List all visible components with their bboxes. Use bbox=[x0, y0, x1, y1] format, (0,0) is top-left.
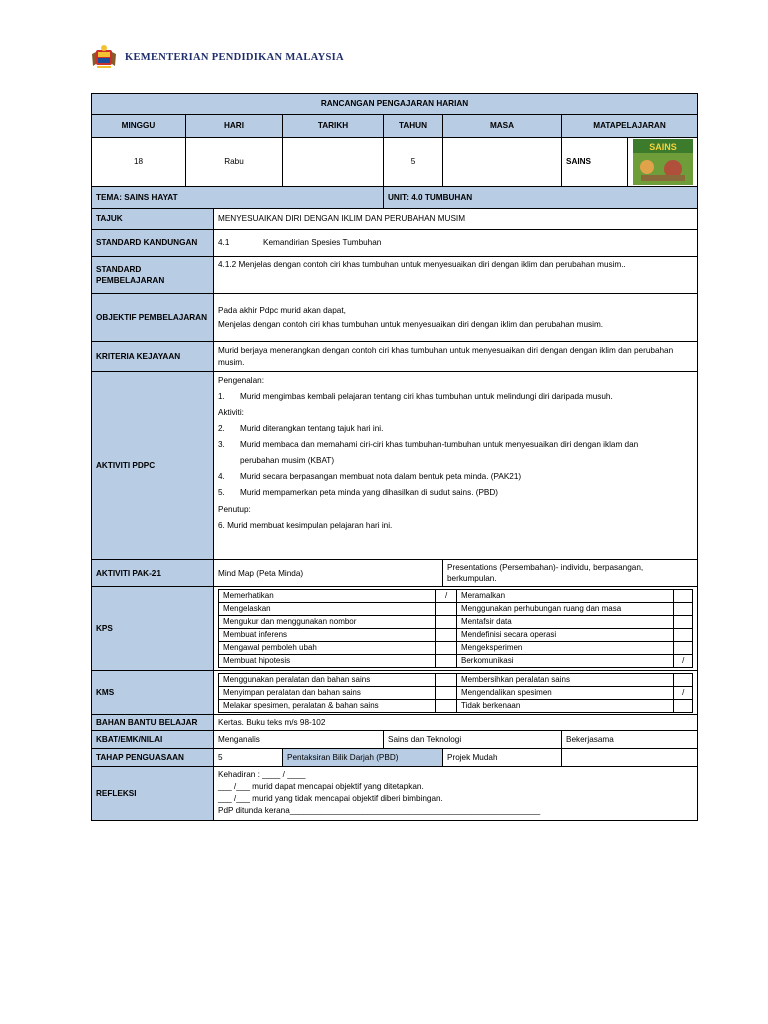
kps-cell-r: Mentafsir data bbox=[457, 616, 674, 629]
kps-cell-lm bbox=[436, 603, 457, 616]
refleksi-line1: Kehadiran : ____ / ____ bbox=[218, 770, 306, 780]
kps-cell-l: Mengawal pemboleh ubah bbox=[219, 642, 436, 655]
bahan-value: Kertas. Buku teks m/s 98-102 bbox=[214, 715, 698, 731]
kps-cell-rm bbox=[674, 642, 693, 655]
kriteria-value: Murid berjaya menerangkan dengan contoh ciri khas tumbuhan untuk menyesuaikan diri dengan dengan iklim dan perubahan musim. bbox=[214, 342, 698, 372]
aktiviti-step-3 bbox=[218, 438, 693, 454]
aktiviti-step-5 bbox=[218, 486, 693, 502]
kms-cell-rm bbox=[674, 699, 693, 712]
kms-grid bbox=[214, 671, 698, 715]
kps-cell-r: Berkomunikasi bbox=[457, 655, 674, 668]
kbat-b: Sains dan Teknologi bbox=[384, 731, 562, 749]
value-minggu: 18 bbox=[92, 138, 186, 187]
objektif-line1: Pada akhir Pdpc murid akan dapat, bbox=[218, 305, 346, 315]
step-3-text: Murid membaca dan memahami ciri-ciri khas tumbuhan-tumbuhan untuk menyesuaikan diri dengan iklam dan bbox=[240, 440, 639, 450]
header-minggu: MINGGU bbox=[92, 115, 186, 138]
pbd-value: Projek Mudah bbox=[443, 749, 562, 767]
kps-cell-lm bbox=[436, 629, 457, 642]
header-matapelajaran: MATAPELAJARAN bbox=[562, 115, 698, 138]
kms-cell-r: Membersihkan peralatan sains bbox=[457, 673, 674, 686]
kbat-label: KBAT/EMK/NILAI bbox=[92, 731, 214, 749]
kps-row bbox=[219, 642, 693, 655]
value-hari: Rabu bbox=[186, 138, 283, 187]
aktiviti-step-6: 6. Murid membuat kesimpulan pelajaran hari ini. bbox=[218, 520, 393, 530]
refleksi-line3: ___ /___ murid yang tidak mencapai objektif diberi bimbingan. bbox=[218, 794, 443, 804]
kps-cell-rm bbox=[674, 616, 693, 629]
refleksi-line4: PdP ditunda kerana_______________________________________________________ bbox=[218, 806, 541, 816]
step-5-num: 5. bbox=[218, 488, 225, 498]
kms-cell-l: Menyimpan peralatan dan bahan sains bbox=[219, 686, 436, 699]
ministry-name: KEMENTERIAN PENDIDIKAN MALAYSIA bbox=[125, 51, 344, 63]
kms-table bbox=[218, 673, 693, 713]
kps-cell-rm: / bbox=[674, 655, 693, 668]
kms-row bbox=[219, 699, 693, 712]
objektif-line2: Menjelas dengan contoh ciri khas tumbuhan untuk menyesuaikan diri dengan iklim dan perubahan musim. bbox=[218, 320, 604, 329]
tahap-label: TAHAP PENGUASAAN bbox=[92, 749, 214, 767]
standard-kandungan-label: STANDARD KANDUNGAN bbox=[92, 230, 214, 257]
standard-pembelajaran-value: 4.1.2 Menjelas dengan contoh ciri khas tumbuhan untuk menyesuaikan diri dengan iklim dan perubahan musim.. bbox=[214, 257, 698, 294]
pak21-label: AKTIVITI PAK-21 bbox=[92, 560, 214, 587]
kms-cell-lm bbox=[436, 673, 457, 686]
kms-cell-lm bbox=[436, 699, 457, 712]
aktiviti-step-2 bbox=[218, 422, 693, 438]
refleksi-line2: ___ /___ murid dapat mencapai objektif yang ditetapkan. bbox=[218, 782, 424, 792]
kps-cell-r: Meramalkan bbox=[457, 590, 674, 603]
unit: UNIT: 4.0 TUMBUHAN bbox=[384, 187, 698, 209]
aktiviti-step-4 bbox=[218, 470, 693, 486]
kps-cell-l: Mengukur dan menggunakan nombor bbox=[219, 616, 436, 629]
header-masa: MASA bbox=[443, 115, 562, 138]
pak21-left: Mind Map (Peta Minda) bbox=[214, 560, 443, 587]
value-tahun: 5 bbox=[384, 138, 443, 187]
tema: TEMA: SAINS HAYAT bbox=[92, 187, 384, 209]
kps-cell-lm bbox=[436, 642, 457, 655]
header-hari: HARI bbox=[186, 115, 283, 138]
textbook-cover-icon bbox=[633, 139, 693, 185]
aktiviti-value bbox=[214, 372, 698, 560]
kps-cell-lm bbox=[436, 616, 457, 629]
lesson-plan bbox=[91, 93, 697, 821]
pbd-label: Pentaksiran Bilik Darjah (PBD) bbox=[283, 749, 443, 767]
lesson-plan-table bbox=[91, 93, 698, 821]
aktiviti-step-1 bbox=[218, 390, 693, 406]
kps-cell-rm bbox=[674, 629, 693, 642]
value-matapelajaran: SAINS bbox=[562, 138, 628, 187]
kps-row bbox=[219, 629, 693, 642]
kps-cell-r: Mendefinisi secara operasi bbox=[457, 629, 674, 642]
ministry-header bbox=[91, 43, 344, 71]
kps-cell-lm: / bbox=[436, 590, 457, 603]
kms-cell-r: Mengendalikan spesimen bbox=[457, 686, 674, 699]
aktiviti-label: AKTIVITI PDPC bbox=[92, 372, 214, 560]
refleksi-label: REFLEKSI bbox=[92, 767, 214, 821]
step-1-text: Murid mengimbas kembali pelajaran tentang ciri khas tumbuhan untuk melindungi diri daripada musuh. bbox=[240, 392, 613, 402]
aktiviti-step-3-cont bbox=[218, 454, 693, 470]
header-tarikh: TARIKH bbox=[283, 115, 384, 138]
tajuk-value: MENYESUAIKAN DIRI DENGAN IKLIM DAN PERUBAHAN MUSIM bbox=[214, 209, 698, 230]
step-2-text: Murid diterangkan tentang tajuk hari ini. bbox=[240, 424, 384, 434]
kms-label: KMS bbox=[92, 671, 214, 715]
kps-label: KPS bbox=[92, 587, 214, 671]
kps-cell-l: Membuat inferens bbox=[219, 629, 436, 642]
kps-table bbox=[218, 589, 693, 668]
kps-cell-lm bbox=[436, 655, 457, 668]
kriteria-label: KRITERIA KEJAYAAN bbox=[92, 342, 214, 372]
step-1-num: 1. bbox=[218, 392, 225, 402]
kms-row bbox=[219, 673, 693, 686]
kps-row bbox=[219, 655, 693, 668]
kms-cell-lm bbox=[436, 686, 457, 699]
value-tarikh bbox=[283, 138, 384, 187]
plan-title: RANCANGAN PENGAJARAN HARIAN bbox=[92, 94, 698, 115]
kms-cell-r: Tidak berkenaan bbox=[457, 699, 674, 712]
tajuk-label: TAJUK bbox=[92, 209, 214, 230]
refleksi-value bbox=[214, 767, 698, 821]
kms-cell-rm: / bbox=[674, 686, 693, 699]
bahan-label: BAHAN BANTU BELAJAR bbox=[92, 715, 214, 731]
kms-cell-rm bbox=[674, 673, 693, 686]
kms-cell-l: Menggunakan peralatan dan bahan sains bbox=[219, 673, 436, 686]
kps-cell-l: Memerhatikan bbox=[219, 590, 436, 603]
kms-cell-l: Melakar spesimen, peralatan & bahan sains bbox=[219, 699, 436, 712]
tahap-blank bbox=[562, 749, 698, 767]
kps-cell-r: Mengeksperimen bbox=[457, 642, 674, 655]
kps-row bbox=[219, 603, 693, 616]
objektif-value bbox=[214, 294, 698, 342]
standard-kandungan-num: 4.1 bbox=[218, 238, 230, 248]
kps-cell-l: Membuat hipotesis bbox=[219, 655, 436, 668]
svg-text:SAINS: SAINS bbox=[648, 142, 677, 152]
kps-row bbox=[219, 590, 693, 603]
crest-icon bbox=[91, 44, 117, 70]
aktiviti-head: Aktiviti: bbox=[218, 408, 244, 418]
aktiviti-pengenalan: Pengenalan: bbox=[218, 376, 264, 385]
standard-pembelajaran-label: STANDARD PEMBELAJARAN bbox=[92, 257, 214, 294]
step-5-text: Murid mempamerkan peta minda yang dihasilkan di sudut sains. (PBD) bbox=[240, 488, 499, 498]
kms-row bbox=[219, 686, 693, 699]
kps-cell-r: Menggunakan perhubungan ruang dan masa bbox=[457, 603, 674, 616]
step-3-num: 3. bbox=[218, 440, 225, 450]
pak21-right: Presentations (Persembahan)- individu, berpasangan, berkumpulan. bbox=[443, 560, 698, 587]
standard-kandungan-text: Kemandirian Spesies Tumbuhan bbox=[263, 238, 382, 248]
step-4-num: 4. bbox=[218, 472, 225, 482]
textbook-cover bbox=[628, 138, 698, 187]
tahap-value: 5 bbox=[214, 749, 283, 767]
step-4-text: Murid secara berpasangan membuat nota dalam bentuk peta minda. (PAK21) bbox=[240, 472, 522, 482]
standard-kandungan-value bbox=[214, 230, 698, 257]
kps-cell-rm bbox=[674, 590, 693, 603]
kps-row bbox=[219, 616, 693, 629]
kps-cell-rm bbox=[674, 603, 693, 616]
objektif-label: OBJEKTIF PEMBELAJARAN bbox=[92, 294, 214, 342]
step-2-num: 2. bbox=[218, 424, 225, 434]
kps-grid bbox=[214, 587, 698, 671]
kbat-a: Menganalis bbox=[214, 731, 384, 749]
header-tahun: TAHUN bbox=[384, 115, 443, 138]
kbat-c: Bekerjasama bbox=[562, 731, 698, 749]
kps-cell-l: Mengelaskan bbox=[219, 603, 436, 616]
step-3-text-cont: perubahan musim (KBAT) bbox=[240, 456, 335, 466]
value-masa bbox=[443, 138, 562, 187]
aktiviti-penutup: Penutup: bbox=[218, 504, 251, 514]
